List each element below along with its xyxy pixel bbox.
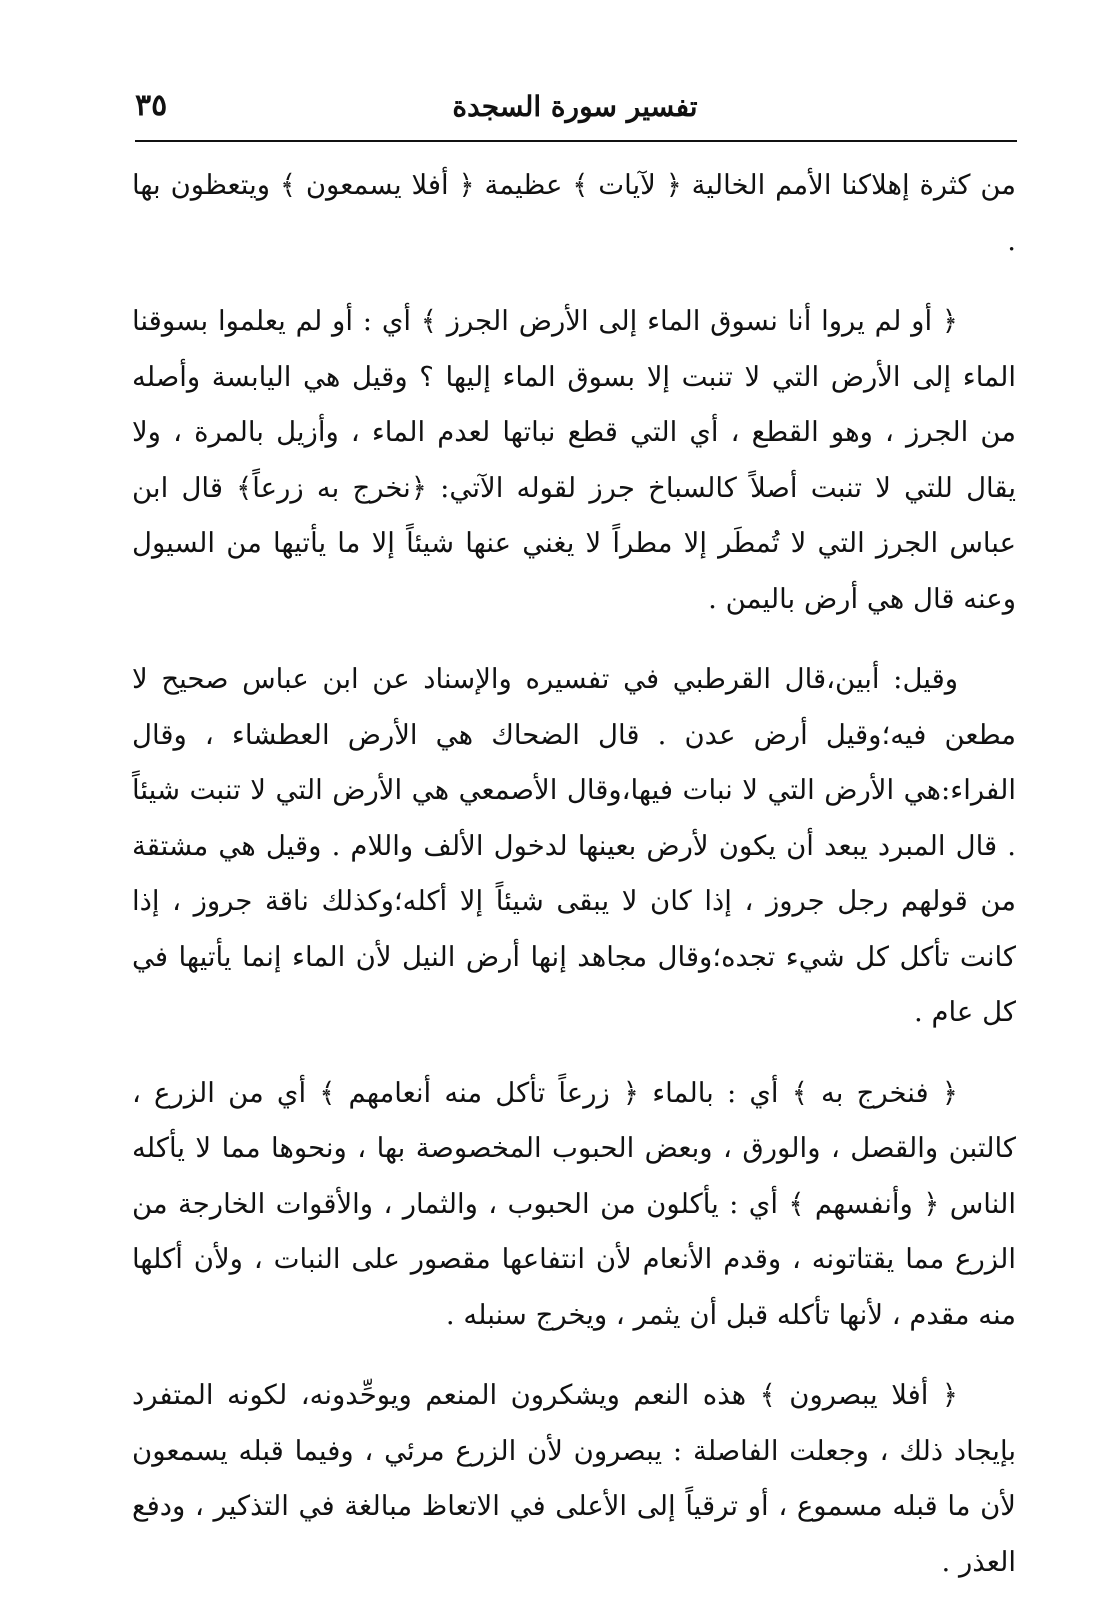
paragraph-afala-yubsirun: ﴿ أفلا يبصرون ﴾ هذه النعم ويشكرون المنعم ويوحِّدونه، لكونه المتفرد بإيجاد ذلك ، وجعلت الفاصلة : يبصرون لأن الزرع مرئي ، وفيما قبله يسمعون لأن ما قبله مسموع ، أو ترقياً إلى الأعلى في الاتعاظ مبالغة في التذكير ، ودفع العذر . [132,1379,1016,1578]
header-divider [135,140,1017,142]
running-title: تفسير سورة السجدة [452,90,698,123]
paragraph-crops: ﴿ فنخرج به ﴾ أي : بالماء ﴿ زرعاً تأكل منه أنعامهم ﴾ أي من الزرع ، كالتبن والقصل ، والورق ، وبعض الحبوب المخصوصة بها ، ونحوها مما لا يأكله الناس ﴿ وأنفسهم ﴾ أي : يأكلون من الحبوب ، والثمار ، والأقوات الخارجة من الزرع مما يقتاتونه ، وقدم الأنعام لأن انتفاعها مقصور على النبات ، ولأن أكلها منه مقدم ، لأنها تأكله قبل أن يثمر ، ويخرج سنبله . [132,1076,1016,1331]
page-body [132,158,1016,1615]
paragraph-al-jurz: ﴿ أو لم يروا أنا نسوق الماء إلى الأرض الجرز ﴾ أي : أو لم يعلموا بسوقنا الماء إلى الأرض التي لا تنبت إلا بسوق الماء إليها ؟ وقيل هي اليابسة وأصله من الجرز ، وهو القطع ، أي التي قطع نباتها لعدم الماء ، وأزيل بالمرة ، ولا يقال للتي لا تنبت أصلاً كالسباخ جرز لقوله الآتي: ﴿نخرج به زرعاً﴾ قال ابن عباس الجرز التي لا تُمطَر إلا مطراً لا يغني عنها شيئاً إلا ما يأتيها من السيول وعنه قال هي أرض باليمن . [132,305,1016,615]
page-header [135,88,1015,136]
page-number: ٣٥ [135,88,168,123]
paragraph-opinions: وقيل: أبين،قال القرطبي في تفسيره والإسناد عن ابن عباس صحيح لا مطعن فيه؛وقيل أرض عدن . قال الضحاك هي الأرض العطشاء ، وقال الفراء:هي الأرض التي لا نبات فيها،وقال الأصمعي هي الأرض التي لا تنبت شيئاً . قال المبرد يبعد أن يكون لأرض بعينها لدخول الألف واللام . وقيل هي مشتقة من قولهم رجل جروز ، إذا كان لا يبقى شيئاً إلا أكله؛وكذلك ناقة جروز ، إذا كانت تأكل كل شيء تجده؛وقال مجاهد إنها أرض النيل لأن الماء إنما يأتيها في كل عام . [132,663,1016,1028]
paragraph-continuation: من كثرة إهلاكنا الأمم الخالية ﴿ لآيات ﴾ عظيمة ﴿ أفلا يسمعون ﴾ ويتعظون بها . [132,169,1016,257]
